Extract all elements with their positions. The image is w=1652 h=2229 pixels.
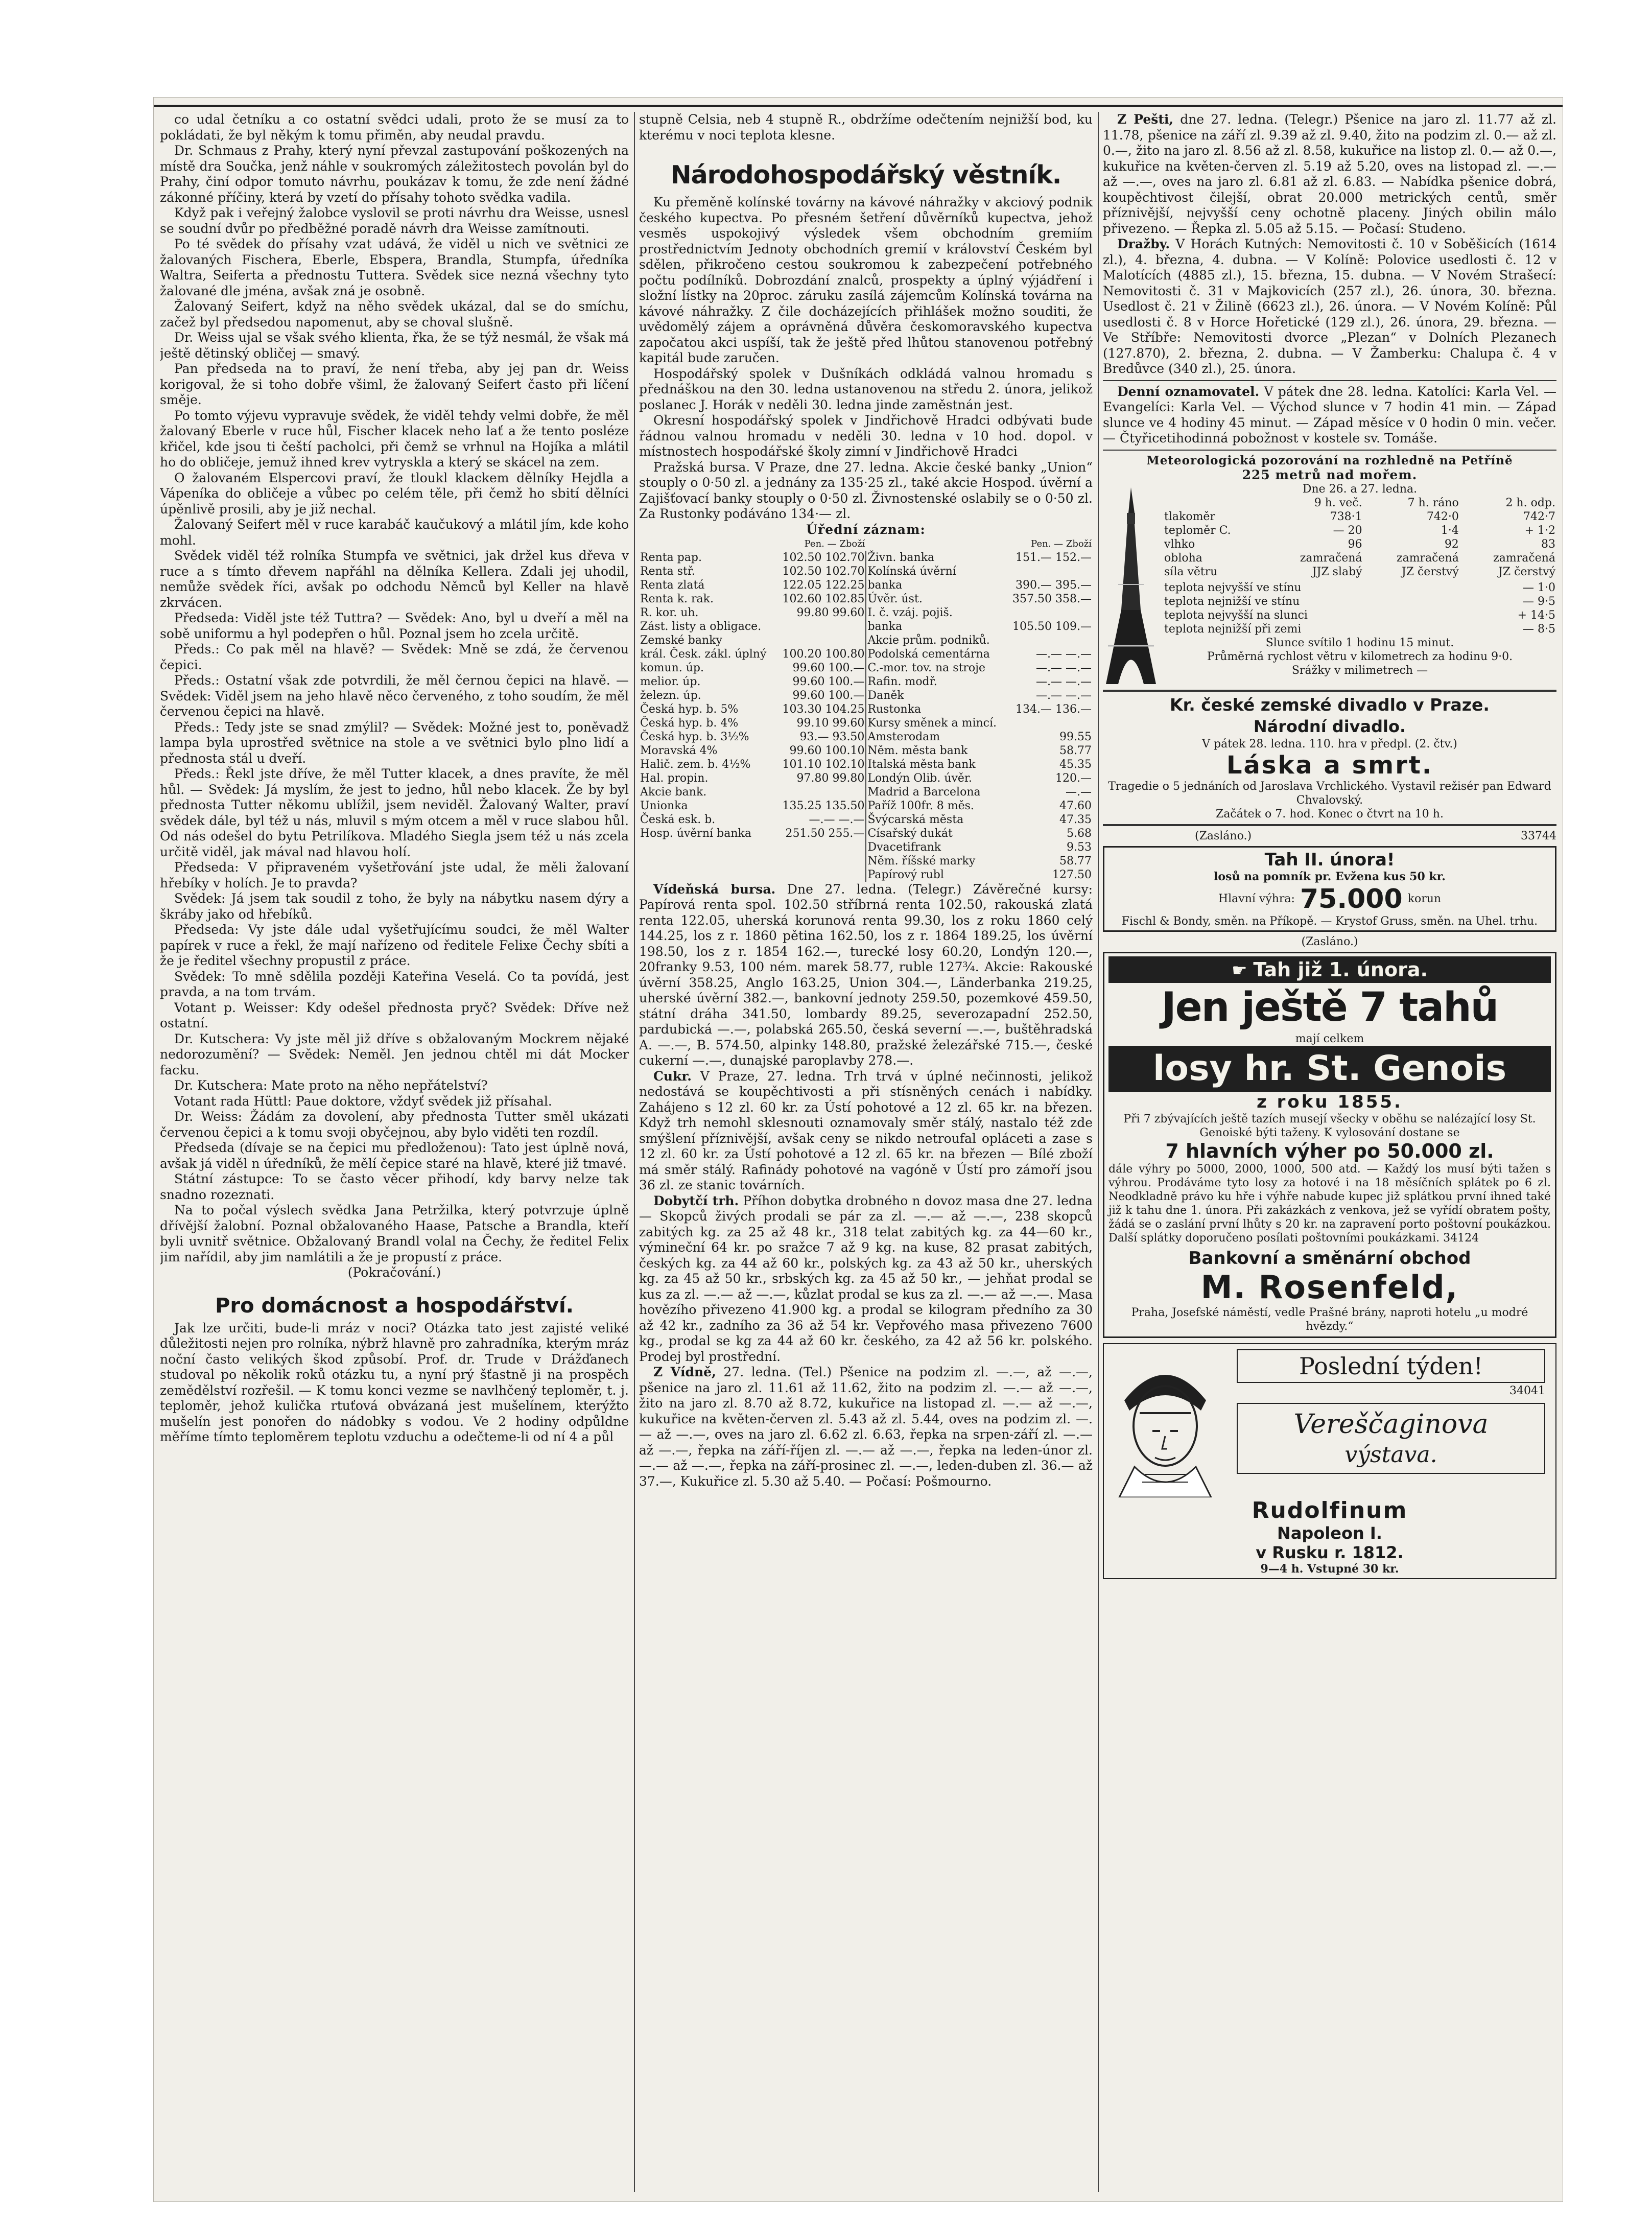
meteo-cell: 738·1 (1330, 510, 1362, 523)
divider (1103, 690, 1556, 692)
quote-cell (639, 840, 776, 854)
lottery-advert (1103, 846, 1556, 932)
quote-row (639, 785, 1093, 799)
quote-cell: Moravská 4% (640, 744, 718, 757)
household-text (160, 1321, 629, 1445)
paragraph: Jak lze určiti, bude-li mráz v noci? Otázka tato jest zajisté veliké důležitosti nejen pro rolníka, nýbrž hlavně pro zahradníka, kterým mráz noční často velikých škod způsobí. Prof. dr. Trude v Drážďanech studoval po několik roků otázku tu, a nyní prý šťastně ji na prospěch zemědělství rozřešil. — K tomu konci vezme se navlhčený teploměr, t. j. teploměr, jehož kulička rtuťová obvázaná jest mušelínem, kterýžto mušelín jest ponořen do nádobky s vodou. Ve 2 hodiny odpůldne měříme tímto teploměrem teplotu vzduchu a odečteme-li od ní 4 a půl (160, 1320, 629, 1444)
paragraph: Žalovaný Seifert, když na něho svědek ukázal, dal se do smíchu, začež byl předsedou napomenut, aby se choval slušně. (160, 299, 629, 330)
quote-row (639, 771, 1093, 785)
column-1 (160, 112, 629, 2192)
st-genois-advert (1103, 952, 1556, 1338)
quote-cell: 134.— 136.— (1016, 702, 1092, 716)
court-report (160, 112, 629, 1265)
quote-row (639, 827, 1093, 840)
meteo-col-head: 2 h. odp. (1505, 496, 1555, 509)
auctions-title: Dražby. (1117, 237, 1170, 251)
quote-row (639, 551, 1093, 565)
quote-row (639, 675, 1093, 689)
exhibition-topic-sub: v Rusku r. 1812. (1256, 1542, 1404, 1562)
lottery-draw-date: Tah II. února! (1264, 849, 1395, 870)
quote-cell (639, 854, 776, 868)
quote-cell (639, 868, 776, 882)
paragraph: co udal četníku a co ostatní svědci udali, proto že se musí za to pokládati, že byl někým k tomu přiměn, aby neudal pravdu. (160, 112, 629, 143)
paragraph: Po tomto výjevu vypravuje svědek, že viděl tehdy velmi dobře, že měl žalovaný Eberle v ruce hůl, Fischer klacek neho lať a že tento posléze křičel, kde jsou ti čeští pacholci, při čemž se vrhnul na Hojíka a mlátil ho do obličeje, jemuž ihned krev vytryskla a který se skácel na zem. (160, 408, 629, 470)
quote-cell: 99.80 99.60 (796, 606, 865, 619)
quote-cell: —.— —.— (1036, 661, 1092, 674)
newspaper-page (153, 97, 1563, 2202)
quote-cell: komun. úp. (640, 661, 704, 674)
quote-cell: Akcie bank. (640, 785, 707, 799)
bank-heading: Bankovní a směnární obchod (1188, 1248, 1471, 1269)
quote-cell: 105.50 109.— (1012, 620, 1092, 633)
paragraph: Okresní hospodářský spolek v Jindřichově Hradci odbývati bude řádnou valnou hromadu v neděli 30. ledna v 10 hod. dopol. v místnostech hospodářské školy zimní v Jindřichově Hradci (639, 413, 1093, 459)
quote-cell: Halič. zem. b. 4½% (640, 758, 751, 771)
lottery-line: losů na pomník pr. Evžena kus 50 kr. (1214, 870, 1446, 883)
theatre-title: Kr. české zemské divadlo v Praze. (1170, 694, 1490, 715)
meteo-cell: 96 (1348, 537, 1362, 551)
paragraph: Dr. Kutschera: Vy jste měl již dříve s obžalovaným Mockrem nějaké nedorozumění? — Svědek: Neměl. Jen jednou chtěl mi dát Mocker facku. (160, 1031, 629, 1077)
auctions (1103, 237, 1556, 377)
meteo-cell: 92 (1444, 537, 1459, 551)
quote-cell: Renta k. rak. (640, 592, 714, 605)
theatre-play-title: Láska a smrt. (1226, 750, 1433, 780)
meteo-cell: 742·0 (1426, 510, 1459, 523)
meteo-note: Průměrná rychlost větru v kilometrech za hodinu 9·0. (1207, 650, 1513, 663)
paragraph: Svědek: To mně sdělila později Kateřina Veselá. Co ta povídá, jest pravda, a na tom trvám. (160, 969, 629, 999)
quote-row (639, 689, 1093, 702)
exhibition-name: Vereščaginova (1293, 1409, 1489, 1440)
quote-row (639, 633, 1093, 647)
quote-cell: Kolínská úvěrní (866, 565, 1006, 578)
quote-cell: C.-mor. tov. na stroje (866, 661, 1006, 675)
paragraph: Předseda (dívaje se na čepici mu předloženou): Tato jest úplně nová, avšak já viděl n úředníků, že mělí čepice staré na hlavě, které již tmavé. (160, 1140, 629, 1171)
temp-row (1163, 595, 1556, 608)
advert-number: 34041 (1509, 1384, 1545, 1397)
vienna-bourse-title: Vídeňská bursa. (653, 881, 776, 897)
quote-cell (1006, 633, 1093, 647)
quote-header-row (639, 537, 1093, 551)
quote-row (639, 620, 1093, 633)
quote-cell (776, 633, 866, 647)
temp-cell: teplota nejnižší při zemi (1164, 622, 1302, 636)
quote-cell: 390.— 395.— (1016, 578, 1092, 592)
quote-cell: Císařský dukát (866, 827, 1006, 840)
frost-continuation: stupně Celsia, neb 4 stupně R., obdržíme odečtením nejnižší bod, ku kterému v noci teplota klesne. (639, 112, 1093, 143)
paragraph: Hospodářský spolek v Dušníkách odkládá valnou hromadu s přednáškou na den 30. ledna ustanovenou na středu 2. února, jelikož poslanec J. Horák v neděli 30. ledna jinde zaměstnán jest. (639, 366, 1093, 412)
quote-cell: 47.60 (1059, 799, 1092, 812)
cattle-market (639, 1193, 1093, 1365)
quote-cell: melior. úp. (640, 675, 701, 688)
petrin-tower-illustration (1103, 482, 1159, 687)
quote-cell: Úvěr. úst. (866, 592, 1006, 606)
draw-banner: ☛ Tah již 1. února. (1108, 956, 1551, 983)
quote-row (639, 799, 1093, 813)
meteo-note: Slunce svítilo 1 hodinu 15 minut. (1265, 636, 1454, 649)
quote-cell: Papírový rubl (866, 868, 1006, 882)
quote-row (639, 758, 1093, 771)
quote-cell: 101.10 102.10 (782, 758, 865, 771)
advert-label: (Zasláno.) (1195, 829, 1252, 842)
bank-name: M. Rosenfeld, (1200, 1268, 1459, 1306)
sugar-title: Cukr. (653, 1068, 692, 1084)
meteo-cell: tlakoměr (1164, 510, 1215, 523)
temp-cell: + 14·5 (1517, 608, 1555, 622)
temp-cell: — 1·0 (1523, 581, 1555, 594)
paragraph: Svědek: Já jsem tak soudil z toho, že byly na nábytku nasem dýry a škráby jako od hřebíků. (160, 891, 629, 922)
quote-cell: 100.20 100.80 (782, 647, 865, 661)
quote-header-cell: Pen. — Zboží (804, 538, 865, 549)
meteo-cell: teploměr C. (1164, 524, 1231, 537)
draw-banner-text: Tah již 1. února. (1253, 958, 1428, 981)
quote-cell: Dvacetifrank (866, 840, 1006, 854)
headline-connector: mají celkem (1295, 1032, 1364, 1045)
quote-cell: 99.55 (1059, 730, 1092, 743)
lottery-name: losy hr. St. Genois (1108, 1046, 1551, 1092)
economy-news (639, 195, 1093, 522)
paragraph: Dr. Weiss ujal se však svého klienta, řka, že se týž nesmál, že však má ještě dětinský obličej — smavý. (160, 330, 629, 361)
advert-terms: dále výhry po 5000, 2000, 1000, 500 atd. — Každý los musí býti tažen s výhrou. Prodáváme tyto losy za hotové i na 18 měsíčních splátek po 6 zl. Neodkladně právo ku hře i výhře nabude kupec již splátkou první ihned také již k tahu dne 1. února. Při zakázkách z venkova, jež se vyřídí obratem pošty, žádá se o zaslání první lhůty s 20 kr. na zapravení porto poštovní poukázkou. Další splátky doporučeno posílati poštovními poukázkami. 34124 (1108, 1162, 1551, 1245)
temp-row (1163, 622, 1556, 636)
quote-cell: 5.68 (1067, 827, 1092, 840)
paragraph: Předs.: Řekl jste dříve, že měl Tutter klacek, a dnes pravíte, že měl hůl. — Svědek: Já myslím, že jest to jedno, hůl nebo klacek. Že by byl přednosta Tutter někomu ublížil, jsem neviděl. Žalovaný Walter, praví svědek dále, byl též u nás, mluvil s mým otcem a měl v ruce slabou hůl. Od nás odešel do bytu Petrilíkova. Mladého Siegla jsem též u nás zcela určitě viděl, jak mával nad hlavou holí. (160, 766, 629, 859)
column-divider (1098, 112, 1099, 2192)
sugar-market (639, 1069, 1093, 1193)
quote-cell: Renta zlatá (640, 578, 705, 592)
quote-cell: Podolská cementárna (866, 647, 1006, 661)
meteo-subtitle: 225 metrů nad mořem. (1242, 467, 1418, 482)
quote-cell: —.— —.— (1036, 647, 1092, 661)
quote-cell: 102.60 102.85 (782, 592, 865, 605)
quote-cell: 45.35 (1059, 758, 1092, 771)
quote-cell: Něm. říšské marky (866, 854, 1006, 868)
quote-cell: železn. úp. (640, 689, 701, 702)
quote-cell: Italská města bank (866, 758, 1006, 771)
quote-row (639, 854, 1093, 868)
quote-cell: Madrid a Barcelona (866, 785, 1006, 799)
quote-cell: Unionka (640, 799, 688, 812)
temp-row (1163, 608, 1556, 622)
paragraph: Dr. Schmaus z Prahy, který nyní převzal zastupování poškozených na místě dra Součka, jenž náhle v soukromých záležitostech povolán byl do Prahy, činí odpor tomuto návrhu, poukázav k tomu, že zde není žádné zákonné příčiny, která by vzetí do přísahy tohoto svědka vadila. (160, 143, 629, 205)
paragraph: Svědek viděl též rolníka Stumpfa ve světnici, jak držel kus dřeva v ruce a s tímto dřevem napřáhl na dělníka Kellera. Zdali jej uhodil, nemůže svědek říci, avšak po odchodu Němců byl Keller na hlavě zkrvácen. (160, 548, 629, 610)
column-2 (639, 112, 1093, 2192)
meteo-cell: 1·4 (1441, 524, 1459, 537)
meteo-title: Meteorologická pozorování na rozhledně na Petříně (1146, 453, 1513, 467)
meteo-row (1163, 565, 1556, 579)
meteo-cell: JZ čerstvý (1401, 565, 1459, 578)
quote-row (639, 840, 1093, 854)
divider (1103, 450, 1556, 451)
quote-cell: Něm. města bank (866, 744, 1006, 758)
quote-cell: Česká hyp. b. 3½% (640, 730, 749, 743)
bank-address: Praha, Josefské náměstí, vedle Prašné brány, naproti hotelu „u modré hvězdy.“ (1131, 1306, 1528, 1333)
quote-row (639, 647, 1093, 661)
temp-cell: — 8·5 (1523, 622, 1555, 636)
quote-cell: 135.25 135.50 (782, 799, 865, 812)
quote-cell: Kursy směnek a mincí. (866, 716, 1006, 730)
sugar-text: V Praze, 27. ledna. Trh trvá v úplné nečinnosti, jelikož nedostává se koupěchtivosti a při stísněných cenách i nabídky. Zahájeno s 12 zl. 60 kr. za Ústí pohotové a 12 zl. 65 kr. na březen. Když trh nemohl sklesnouti oznamovaly směr stálý, nastalo též zde smýšlení příznivější, avšak ceny se nikdo netroufal opláceti a zase s 12 zl. 60 kr. za Ústí pohotové a 12 zl. 65 kr. na březen — Bílé zboží má směr stálý. Rafinády pohotové na vagóně v Ústí pro zámoří jsou 36 zl. ze stanic továrních. (639, 1068, 1093, 1192)
theatre-description: Tragedie o 5 jednáních od Jaroslava Vrchlického. Vystavil režisér pan Edward Chvalovský. (1108, 780, 1551, 807)
quote-cell: Hal. propin. (640, 771, 709, 785)
quote-cell: 99.60 100.10 (789, 744, 865, 757)
meteo-row (1163, 524, 1556, 537)
paragraph: Dr. Kutschera: Mate proto na něho nepřátelství? (174, 1078, 488, 1093)
main-prize-label: Hlavní výhra: (1218, 893, 1295, 905)
paragraph: Po té svědek do přísahy vzat udává, že viděl u nich ve světnici ze žalovaných Fischera, Eberle, Ebspera, Brandla, Stumpfa, úředníka Waltra, Seiferta a přednostu Tuttera. Svědek sice nezná všechny tyto žalované dle jména, avšak zná je osobně. (160, 237, 629, 298)
quote-cell: 102.50 102.70 (782, 565, 865, 578)
meteo-date: Dne 26. a 27. ledna. (1302, 482, 1418, 496)
quote-cell: Akcie prům. podniků. (866, 633, 1006, 647)
lottery-year: z roku 1855. (1257, 1091, 1403, 1112)
section-title-household: Pro domácnost a hospodářství. (215, 1294, 574, 1318)
quote-cell (776, 620, 866, 633)
meteo-table (1163, 496, 1556, 579)
vienna-grain-text: 27. ledna. (Tel.) Pšenice na podzim zl. —.—, až —.—, pšenice na jaro zl. 11.61 až 11.62, žito na podzim zl. —.— až —.—, žito na jaro zl. 8.70 až 8.72, kukuřice na listopad zl. —.— až —.—, kukuřice na květen-červen zl. 5.43 až zl. 5.44, oves na podzim zl. —.— až —.—, oves na jaro zl. 6.62 zl. 6.63, řepka na srpen-září zl. —.— až —.—, řepka na září-říjen zl. —.— až —.—, řepka na leden-únor zl. —.— až —.—, řepka na září-prosinec zl. —.—, leden-duben zl. 36.— až 37.—, Kukuřice zl. 5.30 až 5.40. — Počasí: Pošmourno. (639, 1365, 1093, 1489)
pest-grain (1103, 112, 1556, 237)
meteo-notes (1163, 636, 1556, 677)
quote-cell: Hosp. úvěrní banka (640, 827, 751, 840)
quote-cell: Renta pap. (640, 551, 702, 564)
meteo-header-row (1163, 496, 1556, 510)
meteo-col-head: 9 h. več. (1314, 496, 1362, 509)
quote-cell: 127.50 (1052, 868, 1092, 881)
quote-row (639, 592, 1093, 606)
quote-row (639, 565, 1093, 578)
quote-cell: Česká hyp. b. 4% (640, 716, 739, 730)
quote-cell: Rustonka (866, 702, 1006, 716)
quote-cell: 97.80 99.80 (796, 771, 865, 785)
quote-header-cell (866, 537, 1006, 551)
advert-label: (Zasláno.) (1301, 935, 1358, 948)
section-title-economy: Národohospodářský věstník. (670, 160, 1061, 190)
column-divider (634, 112, 635, 2192)
temp-cell: teplota nejvyšší ve stínu (1164, 581, 1302, 594)
paragraph: O žalovaném Elspercovi praví, že tloukl klackem dělníky Hejdla a Vápeníka do obličeje a vůbec po celém těle, při čemž ho sbití dělníci úpěnlivě prosili, aby je již nechal. (160, 470, 629, 517)
quote-cell (1006, 716, 1093, 730)
paragraph: Předseda: Vy jste dále udal vyšetřujícímu soudci, že měl Walter papírek v ruce a řekl, že mají nařízeno od ředitele Felixe Čechy sbíti a že je ředitel všechny propustil z práce. (160, 922, 629, 968)
continued-note: (Pokračování.) (347, 1265, 441, 1280)
quote-cell: R. kor. uh. (640, 606, 699, 619)
quote-header-cell (639, 537, 776, 551)
quote-row (639, 578, 1093, 592)
paragraph: Pražská bursa. V Praze, dne 27. ledna. Akcie české banky „Union“ stouply o 0·50 zl. a jednány za 135·25 zl., také akcie Hospod. úvěrní a Zajišťovací banky stouply o 0·50 zl. Živnostenské oslabily se o 0·50 zl. Za Rustonky podáváno 134·— zl. (639, 459, 1093, 521)
temp-cell: teplota nejnižší ve stínu (1164, 595, 1300, 608)
quote-cell: 151.— 152.— (1016, 551, 1092, 564)
quote-row (639, 661, 1093, 675)
column-3 (1103, 112, 1556, 2192)
lottery-sellers: Fischl & Bondy, směn. na Příkopě. — Krystof Gruss, směn. na Uhel. trhu. (1121, 914, 1538, 928)
quote-cell: 47.35 (1059, 813, 1092, 826)
main-wins: 7 hlavních výher po 50.000 zl. (1165, 1139, 1494, 1162)
quote-row (639, 716, 1093, 730)
quote-cell: banka (866, 578, 1006, 592)
paragraph: Předs.: Co pak měl na hlavě? — Svědek: Mně se zdá, že červenou čepici. (160, 642, 629, 672)
quote-cell: —.— —.— (809, 813, 865, 826)
main-prize-unit: korun (1407, 893, 1442, 905)
quote-cell (776, 854, 866, 868)
meteo-cell: oblohа (1164, 551, 1202, 565)
quote-cell: 357.50 358.— (1012, 592, 1092, 605)
meteo-cell: — 20 (1333, 524, 1362, 537)
quote-cell: 102.50 102.70 (782, 551, 865, 564)
paragraph: Předs.: Ostatní však zde potvrdili, že měl černou čepici na hlavě. — Svědek: Viděl jsem na jeho hlavě něco červeného, z toho soudím, že měl červenou čepici na hlavě. (160, 673, 629, 719)
vienna-bourse (639, 882, 1093, 1069)
quote-cell: 58.77 (1059, 744, 1092, 757)
meteo-cell: 83 (1541, 537, 1555, 551)
theatre-date: V pátek 28. ledna. 110. hra v předpl. (2. čtv.) (1202, 737, 1457, 750)
quote-row (639, 606, 1093, 620)
theatre-times: Začátek o 7. hod. Konec o čtvrt na 10 h. (1216, 807, 1444, 820)
meteo-cell: JJZ slabý (1312, 565, 1362, 578)
daily-title: Denní oznamovatel. (1117, 384, 1260, 399)
quote-row (639, 744, 1093, 758)
quote-cell: —.— —.— (1036, 689, 1092, 702)
quote-cell: Zemské banky (640, 633, 722, 647)
vienna-grain (639, 1365, 1093, 1489)
temp-cell: — 9·5 (1523, 595, 1555, 608)
quote-cell: Švýcarská města (866, 813, 1006, 827)
quote-cell: král. Česk. zákl. úplný (640, 647, 767, 661)
quote-cell: 99.60 100.— (792, 661, 865, 674)
paragraph: Votant rada Hüttl: Paue doktore, vždyť svědek již přísahal. (174, 1093, 552, 1109)
quote-cell (776, 785, 866, 799)
quote-cell: Živn. banka (866, 551, 1006, 565)
quote-cell: 251.50 255.— (785, 827, 865, 840)
vienna-bourse-text: Dne 27. ledna. (Telegr.) Závěrečné kursy: Papírová renta spol. 102.50 stříbrná renta 102.50, rakouská zlatá renta 122.05, uherská korunová renta 99.30, los z roku 1860 celý 144.25, los z r. 1860 pětina 162.50, los z r. 1864 189.25, los úvěrní 198.50, los z r. 1854 162.—, turecké losy 60.20, Londýn 120.—, 20franky 9.53, 100 ném. marek 58.77, ruble 127¾. Akcie: Rakouské úvěrní 358.25, Anglo 163.25, Union 304.—, Länderbanka 219.25, uherské úvěrní 382.—, bankovní jednoty 259.50, pozemkové 459.50, státní dráha 341.50, lombardy 89.25, severozapadní 252.50, pardubická —.—, polabská 265.50, česká severní —.—, buštěhradská A. —.—, B. 574.50, alpinky 148.80, pražské železářské 715.—, české cukerní —.—, dunajské paroplavby 278.—. (639, 881, 1093, 1068)
quote-row (639, 813, 1093, 827)
quote-cell: Londýn Olib. úvěr. (866, 771, 1006, 785)
meteo-cell: JZ čerstvý (1498, 565, 1555, 578)
quote-cell (776, 840, 866, 854)
paragraph: Předseda: Viděl jste též Tuttra? — Svědek: Ano, byl u dveří a měl na sobě uniformu a hyl podepřen o hůl. Poznal jsem ho zcela určitě. (160, 611, 629, 641)
quote-cell: 99.60 100.— (792, 675, 865, 688)
exhibition-advert (1103, 1343, 1556, 1579)
temp-row (1163, 581, 1556, 595)
quote-cell: 103.30 104.25 (782, 702, 865, 716)
quote-cell: —.— —.— (1036, 675, 1092, 688)
quote-cell: —.— (1066, 785, 1092, 799)
theatre-subtitle: Národní divadlo. (1253, 716, 1406, 736)
quote-row (639, 868, 1093, 882)
pest-text: dne 27. ledna. (Telegr.) Pšenice na jaro zl. 11.77 až zl. 11.78, pšenice na září zl. 9.39 až zl. 9.40, žito na podzim zl. 0.— až zl. 0.—, žito na jaro zl. 8.56 až zl. 8.58, kukuřice na listop zl. 0.— až 0.—, kukuřice na květen-červen zl. 5.19 až 5.20, oves na listopad zl. —.— až —.—, oves na jaro zl. 6.81 až zl. 6.83. — Nabídka pšenice dobrá, koupěchtivost čilejší, obrat 20.000 metrických centů, směr příznivější, nejvyšší ceny ochotně placeny. Jiných obilin málo přivezeno. — Řepka zl. 5.05 až 5.15. — Počasí: Studeno. (1103, 112, 1556, 236)
meteo-cell: vlhko (1164, 537, 1195, 551)
quote-cell: banka (866, 620, 1006, 633)
meteo-temps (1163, 581, 1556, 636)
quote-cell: 9.53 (1067, 840, 1092, 854)
quote-cell (776, 868, 866, 882)
quote-cell: Paříž 100fr. 8 měs. (866, 799, 1006, 813)
draws-left-headline: Jen ještě 7 tahů (1161, 984, 1498, 1030)
meteo-cell: 742·7 (1523, 510, 1555, 523)
quote-cell: 93.— 93.50 (799, 730, 865, 743)
paragraph: Žalovaný Seifert měl v ruce karabáč kaučukový a mlátil jím, kde koho mohl. (160, 517, 629, 548)
quote-cell: 120.— (1055, 771, 1092, 785)
meteo-note: Srážky v milimetrech — (1291, 664, 1428, 677)
temp-cell: teplota nejvyšší na slunci (1164, 608, 1308, 622)
advert-number: 33744 (1521, 829, 1556, 842)
quote-table (639, 537, 1093, 882)
quote-cell: Daněk (866, 689, 1006, 702)
quote-cell: 99.10 99.60 (796, 716, 865, 730)
paragraph: Votant p. Weisser: Kdy odešel přednosta pryč? Svědek: Dříve než ostatní. (160, 1000, 629, 1030)
paragraph: Ku přeměně kolínské továrny na kávové náhražky v akciový podnik českého kupectva. Po přesném šetření důvěrníků kupectva, jehož vesměs uspokojivý výsledek všem obchodním gremiím prostřednictvím Jednoty obchodních gremií v království Českém byl sdělen, přikročeno cestou soukromou k zabezpečení potřebného počtu podílníků. Dobrozdání znalců, prospekty a úplný výjádření i složní lístky na 20proc. záruku zasílá zájemcům Kolínská továrna na kávové náhražky. Z čile docházejících přihlášek možno souditi, že uvědomělý zájem a oprávněná důvěra českomoravského kupectva započatou akci uspíší, tak že ještě před lhůtou stanovenou potřebný kapitál bude zaručen. (639, 195, 1093, 365)
cattle-title: Dobytčí trh. (653, 1193, 739, 1208)
quote-row (639, 702, 1093, 716)
paragraph: Státní zástupce: To se často věcer přihodí, kdy barvy nelze tak snadno rozeznati. (160, 1171, 629, 1202)
quote-cell: 122.05 122.25 (782, 578, 865, 592)
exhibition-headline: Poslední týden! (1237, 1349, 1545, 1383)
quote-cell: Česká esk. b. (640, 813, 716, 826)
divider (1103, 380, 1556, 381)
quote-cell: Zást. listy a obligace. (640, 620, 762, 633)
paragraph: Předseda: V připraveném vyšetřování jste udal, že měli žalovaní hřebíky v holích. Je to pravda? (160, 860, 629, 890)
quote-cell: Renta stř. (640, 565, 695, 578)
daily-notice (1103, 384, 1556, 447)
meteo-cell: zamračená (1396, 551, 1459, 565)
quote-cell: Rafin. modř. (866, 675, 1006, 689)
meteo-report (1103, 454, 1556, 687)
paragraph: Předs.: Tedy jste se snad zmýlil? — Svědek: Možné jest to, poněvadž lampa byla uprostřed světnice na stole a ve světnici bylo plno lidí a přednosta stál u dveří. (160, 719, 629, 766)
paragraph: Pan předseda na to praví, že není třeba, aby jej pan dr. Weiss korigoval, že si toho dobře všiml, že žalovaný Seifert často při líčení směje. (160, 361, 629, 407)
cattle-text: Příhon dobytka drobného n dovoz masa dne 27. ledna — Skopců živých prodali se pár za zl. —.— až —.—, 238 skopců zabitých kg. za 25 až 48 kr., 318 telat zabitých kg. za 44—60 kr., výmineční 64 kr. po sražce 7 až 9 kg. na kuse, 82 prasat zabitých, českých kg. za 44 až 60 kr., polských kg. za 43 až 50 kr., uherských kg. za 45 až 50 kr., srbských kg. za 45 až 50 kr., — jehňat prodal se kus za zl. —.— až —.—, kůzlat prodal se kus za zl. —.— až —.—. Masa hovězího přivezeno 41.900 kg. a prodal se kilogram předního za 30 až 42 kr., zadního za 36 až 54 kr. Vepřového masa přivezeno 7600 kg., prodal se kg za 44 až 60 kr. českého, za 42 až 56 kr. polského. Prodej byl prostřední. (639, 1193, 1093, 1364)
meteo-cell: zamračená (1300, 551, 1362, 565)
quote-cell: I. č. vzáj. pojiš. (866, 606, 1006, 620)
meteo-row (1163, 510, 1556, 524)
exhibition-word: výstava. (1344, 1441, 1437, 1468)
quote-cell (1006, 606, 1093, 620)
exhibition-hours: 9—4 h. Vstupné 30 kr. (1260, 1562, 1399, 1576)
quote-cell: 99.60 100.— (792, 689, 865, 702)
quote-header-cell: Pen. — Zboží (1031, 538, 1092, 549)
paragraph: Na to počal výslech svědka Jana Petržilka, který potvrzuje úplně dřívější žalobní. Poznal obžalovaného Haase, Patsche a Brandla, kteří byli uvnitř světnice. Obžalovaný Brandl volal na Čechy, že ředitel Felix jim nařídil, aby jim namlátili a že je propustí z práce. (160, 1203, 629, 1264)
paragraph: Když pak i veřejný žalobce vyslovil se proti návrhu dra Weisse, usnesl se soudní dvůr po předběžné poradě návrh dra Weisse zamítnouti. (160, 205, 629, 236)
meteo-cell: zamračená (1493, 551, 1555, 565)
quote-cell: Česká hyp. b. 5% (640, 702, 739, 716)
main-prize-amount: 75.000 (1300, 883, 1403, 914)
top-rule (154, 105, 1563, 107)
advert-body: Při 7 zbývajících ještě tazích musejí všecky v oběhu se nalézající losy St. Genoiské býti taženy. K vylosování dostane se (1123, 1112, 1536, 1139)
quote-cell (1006, 565, 1093, 578)
meteo-row (1163, 537, 1556, 551)
meteo-cell: síla větru (1164, 565, 1218, 578)
daily-text: V pátek dne 28. ledna. Katolíci: Karla Vel. — Evangelíci: Karla Vel. — Východ slunce v 7 hodin 41 min. — Západ slunce ve 4 hodiny 45 minut. — Západ měsíce v 0 hodin 0 min. večer. — Čtyřicetihodinná pobožnost v kostele sv. Tomáše. (1103, 384, 1556, 445)
exhibition-topic: Napoleon I. (1277, 1523, 1382, 1543)
meteo-col-head: 7 h. ráno (1407, 496, 1459, 509)
auctions-text: V Horách Kutných: Nemovitosti č. 10 v Soběšicích (1614 zl.), 4. března, 4. dubna. — V Kolíně: Polovice usedlosti č. 12 v Malotících (4885 zl.), 15. března, 15. dubna. — V Novém Strašecí: Nemovitosti č. 31 v Majkovicích (257 zl.), 26. února, 30. března. Usedlost č. 21 v Žilině (6623 zl.), 26. února. — V Novém Kolíně: Půl usedlosti č. 8 v Horce Hořetické (129 zl.), 26. února, 29. března. — Ve Stříbře: Nemovitosti dvorce „Plezan“ v Dolních Plezanech (127.870), 2. března, 2. dubna. — V Žamberku: Chalupa č. 4 v Bredůvce (340 zl.), 25. února. (1103, 237, 1556, 376)
portrait-illustration (1104, 1344, 1226, 1497)
quote-title: Úřední záznam: (806, 522, 926, 537)
exhibition-venue: Rudolfinum (1252, 1497, 1408, 1523)
vienna-grain-title: Z Vídně, (653, 1365, 716, 1379)
meteo-cell: + 1·2 (1524, 524, 1555, 537)
paragraph: Dr. Weiss: Žádám za dovolení, aby přednosta Tutter směl ukázati červenou čepici a k tomu svoji obyčejnou, aby bylo viděti ten rozdíl. (160, 1109, 629, 1140)
quote-cell: 58.77 (1059, 854, 1092, 867)
divider (1103, 824, 1556, 826)
quote-cell: Amsterodam (866, 730, 1006, 744)
meteo-row (1163, 551, 1556, 565)
quote-row (639, 730, 1093, 744)
pest-title: Z Pešti, (1117, 112, 1174, 127)
